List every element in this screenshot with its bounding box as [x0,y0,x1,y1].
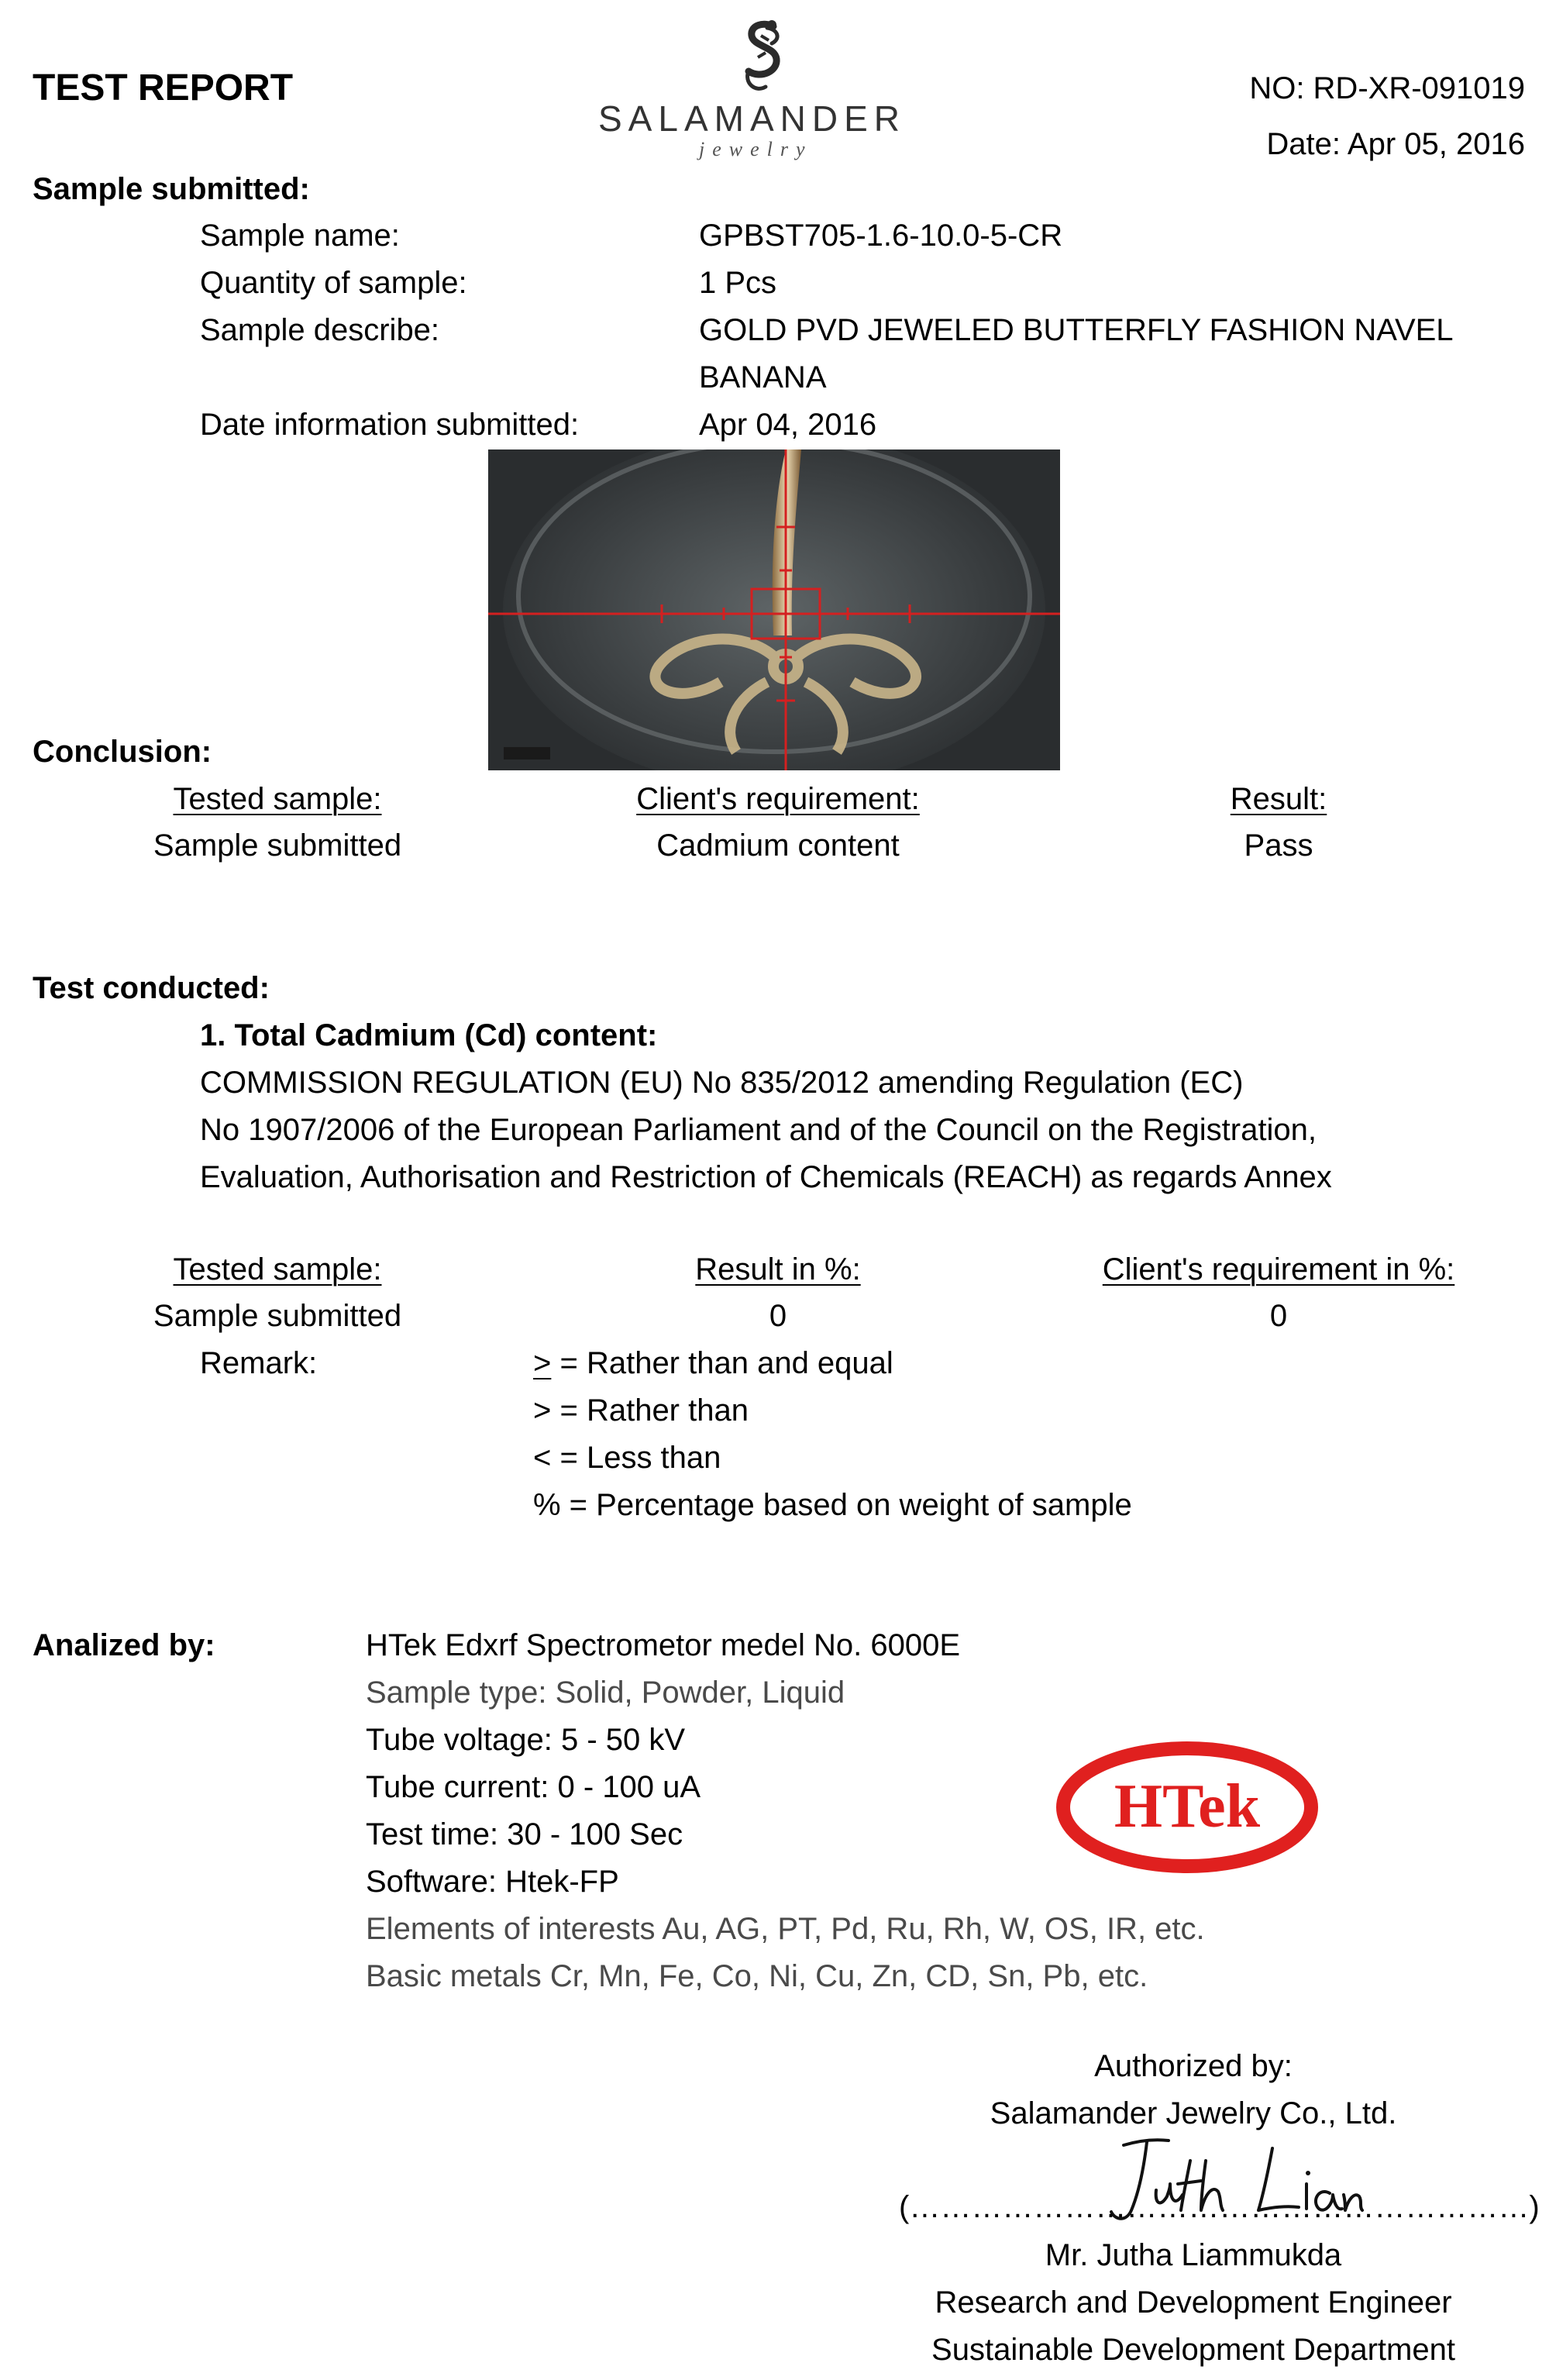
conclusion-result-value: Pass [1244,828,1313,863]
analyzer-test-time: Test time: 30 - 100 Sec [366,1817,683,1851]
brand-subtitle: jewelry [699,138,813,160]
brand-name: SALAMANDER [598,98,906,139]
result-col-tested-header: Tested sample: [173,1252,382,1286]
result-requirement-value: 0 [1269,1299,1288,1333]
report-date: Date: Apr 05, 2016 [1266,127,1525,161]
authorized-by-label: Authorized by: [1094,2049,1293,2083]
sample-name-label: Sample name: [200,219,400,253]
signer-name: Mr. Jutha Liammukda [1045,2238,1342,2272]
htek-logo-text: HTek [1114,1772,1261,1841]
analyzer-elements: Elements of interests Au, AG, PT, Pd, Ru, Rh, W, OS, IR, etc. [366,1912,1205,1946]
sample-photo [488,449,1060,770]
remark-line-2: > = Rather than [533,1393,749,1428]
sample-describe-value: GOLD PVD JEWELED BUTTERFLY FASHION NAVEL [699,313,1454,347]
sample-heading: Sample submitted: [33,172,310,206]
signature-line: (……………………………………………………) [899,2190,1540,2224]
salamander-logo [589,12,938,167]
test-item-title: 1. Total Cadmium (Cd) content: [200,1018,658,1052]
conclusion-tested-value: Sample submitted [153,828,402,863]
analyzer-software: Software: Htek-FP [366,1865,619,1899]
report-title: TEST REPORT [33,67,294,108]
remark-line-3: < = Less than [533,1441,721,1475]
regulation-line-1: COMMISSION REGULATION (EU) No 835/2012 amending Regulation (EC) [200,1066,1244,1100]
remark-line-4: % = Percentage based on weight of sample [533,1488,1132,1522]
sample-describe-label: Sample describe: [200,313,440,347]
analyzer-model: HTek Edxrf Spectrometor medel No. 6000E [366,1628,961,1662]
analyzed-heading: Analized by: [33,1628,215,1662]
quantity-value: 1 Pcs [699,266,777,300]
remark-gte-text: = Rather than and equal [551,1346,893,1380]
salamander-icon [589,12,938,105]
remark-line-1 [533,1340,893,1386]
regulation-line-2: No 1907/2006 of the European Parliament and of the Council on the Registration, [200,1113,1317,1147]
test-heading: Test conducted: [33,971,270,1005]
remark-gte-symbol: > [533,1346,552,1380]
analyzer-tube-voltage: Tube voltage: 5 - 50 kV [366,1723,686,1757]
analyzer-basic-metals: Basic metals Cr, Mn, Fe, Co, Ni, Cu, Zn, CD, Sn, Pb, etc. [366,1959,1148,1993]
conclusion-col-tested-header: Tested sample: [173,782,382,816]
conclusion-col-requirement-header: Client's requirement: [636,782,920,816]
regulation-line-3: Evaluation, Authorisation and Restriction of Chemicals (REACH) as regards Annex [200,1160,1332,1194]
result-tested-value: Sample submitted [153,1299,402,1333]
conclusion-col-result-header: Result: [1230,782,1327,816]
conclusion-requirement-value: Cadmium content [656,828,900,863]
company-name: Salamander Jewelry Co., Ltd. [990,2096,1397,2130]
date-submitted-label: Date information submitted: [200,408,580,442]
report-number: NO: RD-XR-091019 [1249,71,1525,105]
quantity-label: Quantity of sample: [200,266,467,300]
sample-describe-value-cont: BANANA [699,360,827,394]
signer-title: Research and Development Engineer [935,2285,1452,2320]
analyzer-tube-current: Tube current: 0 - 100 uA [366,1770,701,1804]
result-col-requirement-header: Client's requirement in %: [1102,1252,1455,1286]
analyzer-sample-type: Sample type: Solid, Powder, Liquid [366,1676,845,1710]
htek-logo [1054,1741,1320,1874]
result-col-percent-header: Result in %: [695,1252,861,1286]
sample-name-value: GPBST705-1.6-10.0-5-CR [699,219,1063,253]
date-submitted-value: Apr 04, 2016 [699,408,877,442]
conclusion-heading: Conclusion: [33,735,212,769]
result-percent-value: 0 [769,1299,787,1333]
remark-label: Remark: [200,1346,318,1380]
signer-department: Sustainable Development Department [931,2333,1455,2367]
